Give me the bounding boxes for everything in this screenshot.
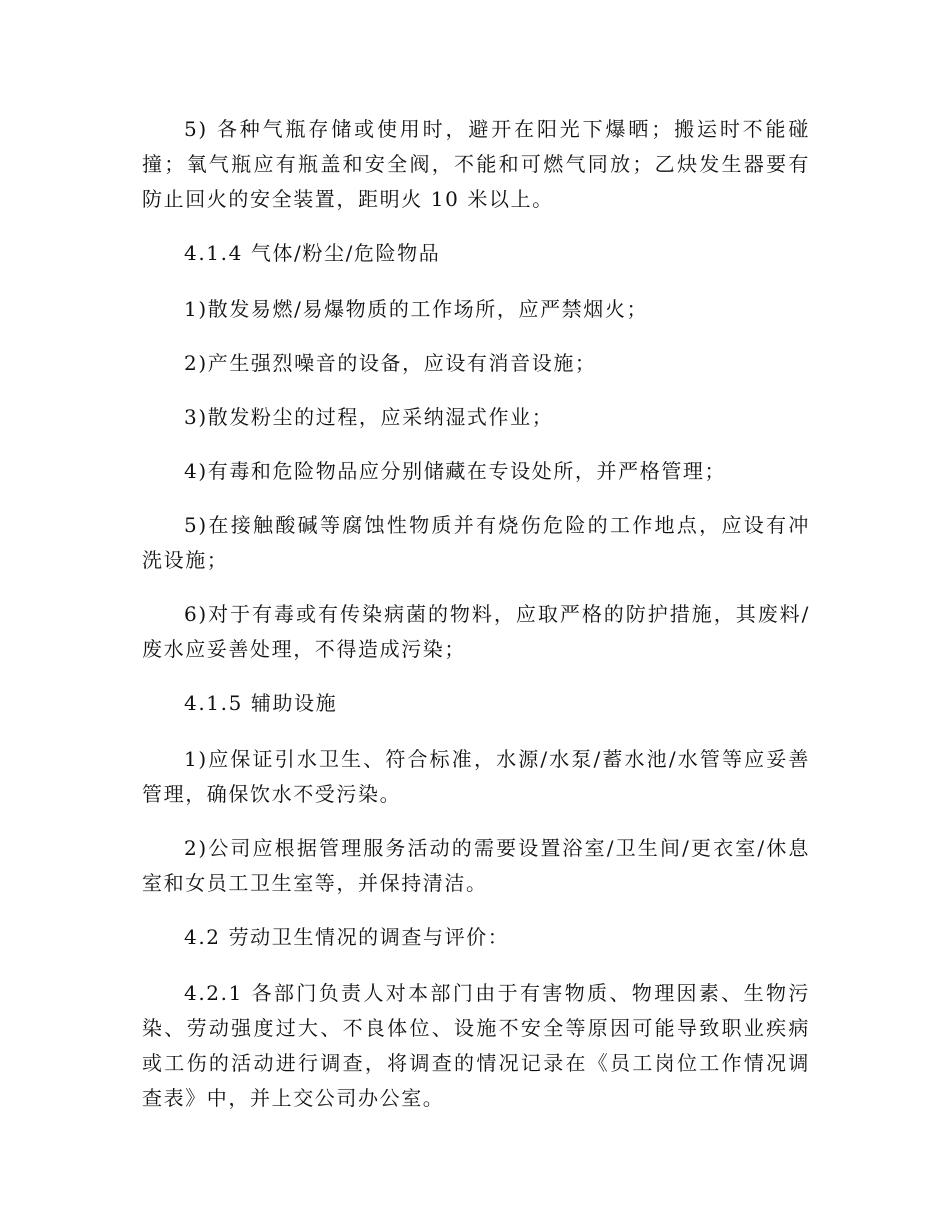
paragraph-hazardous-storage: 4)有毒和危险物品应分别储藏在专设处所，并严格管理；	[184, 459, 727, 483]
paragraph-facilities: 2)公司应根据管理服务活动的需要设置浴室/卫生间/更衣室/休息室和女员工卫生室等，并保持清洁。	[142, 836, 810, 895]
paragraph-flammable-workplace: 1)散发易燃/易爆物质的工作场所，应严禁烟火；	[184, 297, 649, 321]
section-heading-4-1-5: 4.1.5 辅助设施	[184, 691, 338, 715]
paragraph-toxic-materials: 6)对于有毒或有传染病菌的物料，应取严格的防护措施，其废料/废水应妥善处理，不得造成污染；	[142, 602, 810, 661]
document-body	[142, 112, 810, 1135]
section-heading-4-2: 4.2 劳动卫生情况的调查与评价：	[184, 925, 510, 949]
paragraph-drinking-water: 1)应保证引水卫生、符合标准，水源/水泵/蓄水池/水管等应妥善管理，确保饮水不受污染。	[142, 747, 810, 806]
paragraph-dust-process: 3)散发粉尘的过程，应采纳湿式作业；	[184, 405, 554, 429]
paragraph-survey-4-2-1: 4.2.1 各部门负责人对本部门由于有害物质、物理因素、生物污染、劳动强度过大、不良体位、设施不安全等原因可能导致职业疾病或工伤的活动进行调查，将调查的情况记录在《员工岗位工作情况调查表》中，并上交公司办公室。	[142, 981, 810, 1110]
paragraph-corrosive-substances: 5)在接触酸碱等腐蚀性物质并有烧伤危险的工作地点，应设有冲洗设施；	[142, 513, 810, 572]
paragraph-gas-cylinder-storage: 5) 各种气瓶存储或使用时，避开在阳光下爆晒；搬运时不能碰撞；氧气瓶应有瓶盖和安全阀，不能和可燃气同放；乙炔发生器要有防止回火的安全装置，距明火 10 米以上。	[142, 117, 810, 211]
section-heading-4-1-4: 4.1.4 气体/粉尘/危险物品	[184, 241, 441, 265]
paragraph-noise-equipment: 2)产生强烈噪音的设备，应设有消音设施；	[184, 351, 597, 375]
